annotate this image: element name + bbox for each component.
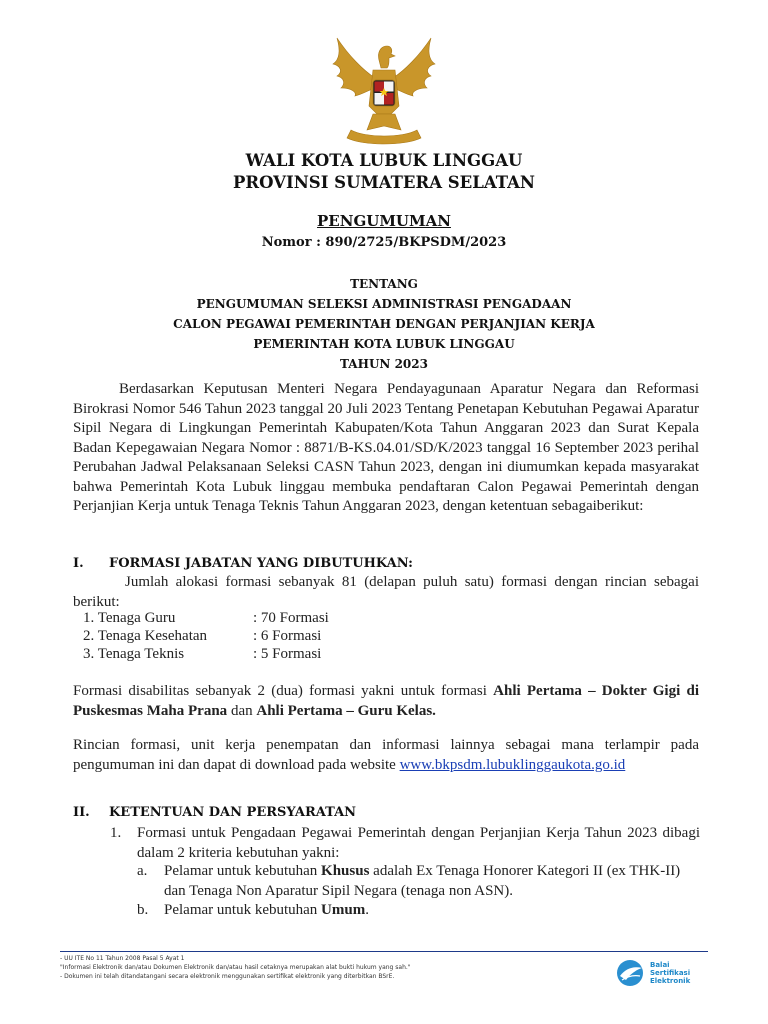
- list-item-value: : 70 Formasi: [253, 610, 329, 626]
- tentang-line-2: CALON PEGAWAI PEMERINTAH DENGAN PERJANJIAN KERJA: [173, 317, 595, 331]
- disabilitas-connector: dan: [227, 702, 257, 719]
- bsre-label-3: Elektronik: [650, 977, 691, 985]
- ketentuan-item-1-text: Formasi untuk Pengadaan Pegawai Pemerintah dengan Perjanjian Kerja Tahun 2023 dibagi dalam 2 kriteria kebutuhan yakni:: [137, 825, 700, 861]
- list-item: [83, 627, 321, 647]
- tentang-line-1: PENGUMUMAN SELEKSI ADMINISTRASI PENGADAAN: [196, 297, 572, 311]
- sub-b-text-1: Pelamar untuk kebutuhan: [164, 902, 322, 918]
- ketentuan-sub-a: [137, 862, 700, 901]
- list-item-label: 1. Tenaga Guru: [83, 610, 176, 626]
- garuda-emblem: [315, 30, 453, 150]
- ketentuan-item-1: [110, 824, 700, 863]
- footer-line-1: - UU ITE No 11 Tahun 2008 Pasal 5 Ayat 1: [60, 955, 185, 962]
- section-2-title: KETENTUAN DAN PERSYARATAN: [109, 805, 357, 820]
- sub-b-text-2: .: [365, 902, 369, 918]
- section-1-heading: [73, 556, 413, 571]
- tentang-line-3: PEMERINTAH KOTA LUBUK LINGGAU: [253, 337, 515, 351]
- list-item-label: 3. Tenaga Teknis: [83, 646, 185, 662]
- ketentuan-sub-a-letter: a.: [137, 863, 148, 879]
- ketentuan-sub-b-letter: b.: [137, 902, 149, 918]
- tentang-label: TENTANG: [350, 277, 418, 291]
- bsre-label-2: Sertifikasi: [650, 969, 691, 977]
- disabilitas-formasi-1: Ahli Pertama – Dokter Gigi di Puskesmas Maha Prana: [73, 683, 699, 719]
- disabilitas-text: Formasi disabilitas sebanyak 2 (dua) formasi yakni untuk formasi: [73, 683, 494, 699]
- ketentuan-item-1-number: 1.: [110, 825, 122, 841]
- list-item: [83, 609, 329, 629]
- sub-a-text-1: Pelamar untuk kebutuhan: [164, 863, 322, 879]
- website-link[interactable]: www.bkpsdm.lubuklinggaukota.go.id: [399, 756, 626, 773]
- formasi-intro: Jumlah alokasi formasi sebanyak 81 (delapan puluh satu) formasi dengan rincian sebagai berikut:: [73, 574, 699, 610]
- footer-line-3: - Dokumen ini telah ditandatangani secara elektronik menggunakan sertifikat elektronik yang diterbitkan BSrE.: [60, 973, 395, 980]
- bsre-logo-icon: [612, 958, 648, 988]
- disabilitas-formasi-2: Ahli Pertama – Guru Kelas.: [256, 702, 436, 719]
- rincian-text: Rincian formasi, unit kerja penempatan dan informasi lainnya sebagai mana terlampir pada pengumuman ini dan dapat di download pada website: [73, 737, 699, 773]
- list-item-value: : 5 Formasi: [253, 646, 322, 662]
- header-line-2: PROVINSI SUMATERA SELATAN: [232, 173, 536, 192]
- bsre-label-1: Balai: [650, 961, 670, 969]
- section-1-title: FORMASI JABATAN YANG DIBUTUHKAN:: [109, 556, 413, 571]
- list-item: [83, 645, 321, 665]
- section-1-number: I.: [73, 556, 84, 571]
- list-item-label: 2. Tenaga Kesehatan: [83, 628, 208, 644]
- footer-divider: [60, 951, 708, 952]
- bsre-label: [650, 961, 690, 985]
- footer-line-2: "Informasi Elektronik dan/atau Dokumen Elektronik dan/atau hasil cetaknya merupakan alat bukti hukum yang sah.": [60, 964, 411, 971]
- section-2-number: II.: [73, 805, 90, 820]
- disabilitas-paragraph: [73, 682, 699, 721]
- document-number: Nomor : 890/2725/BKPSDM/2023: [261, 235, 507, 250]
- intro-paragraph: Berdasarkan Keputusan Menteri Negara Pendayagunaan Aparatur Negara dan Reformasi Birokrasi Nomor 546 Tahun 2023 tanggal 20 Juli 2023 Tentang Penetapan Kebutuhan Pegawai Aparatur Sipil Negara di Lingkungan Pemerintah Kabupaten/Kota Tahun Anggaran 2023 dan Surat Kepala Badan Kepegawaian Negara Nomor : 8871/B-KS.04.01/SD/K/2023 tanggal 16 September 2023 perihal Perubahan Jadwal Pelaksanaan Seleksi CASN Tahun 2023, dengan ini diumumkan kepada masyarakat bahwa Pemerintah Kota Lubuk linggau membuka pendaftaran Calon Pegawai Pemerintah dengan Perjanjian Kerja untuk Tenaga Teknis Tahun Anggaran 2023, dengan ketentuan sebagaiberikut:: [73, 381, 699, 514]
- section-2-heading: [73, 805, 356, 820]
- tentang-line-4: TAHUN 2023: [340, 357, 428, 371]
- document-title: PENGUMUMAN: [317, 212, 451, 230]
- ketentuan-sub-b: [137, 901, 700, 921]
- list-item-value: : 6 Formasi: [253, 628, 322, 644]
- header-line-1: WALI KOTA LUBUK LINGGAU: [245, 151, 523, 170]
- sub-a-khusus: Khusus: [321, 863, 370, 879]
- sub-a-text-2: adalah Ex Tenaga Honorer Kategori II (ex THK-II) dan Tenaga Non Aparatur Sipil Negara (tenaga non ASN).: [164, 863, 681, 899]
- rincian-paragraph: [73, 736, 699, 775]
- sub-b-umum: Umum: [321, 902, 366, 918]
